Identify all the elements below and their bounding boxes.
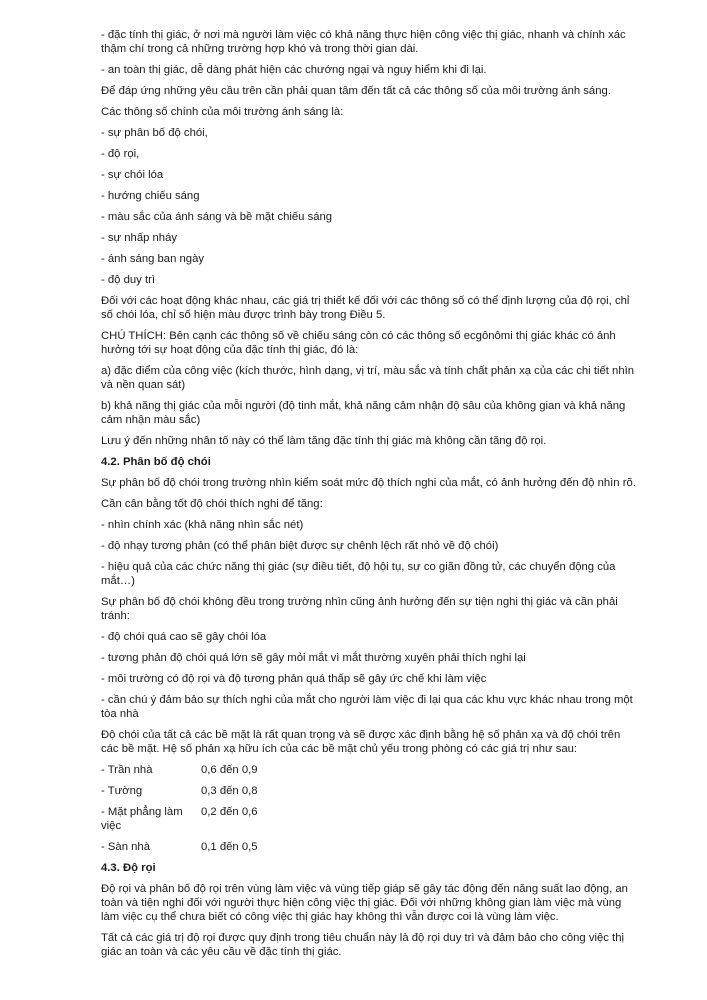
paragraph: Tất cả các giá trị độ rọi được quy định trong tiêu chuẩn này là độ rọi duy trì và đảm bảo cho công việc thị giác an toàn và các yêu cầu về đặc tính thị giác.: [101, 932, 624, 958]
paragraph: b) khả năng thị giác của mỗi người (độ tinh mắt, khả năng cảm nhận độ sâu của không gian và khả năng cảm nhận màu sắc): [101, 400, 626, 426]
list-item: - độ nhạy tương phản (có thể phân biệt được sự chênh lệch rất nhỏ về độ chói): [101, 540, 499, 552]
reflectance-value: 0,6 đến 0,9: [201, 764, 258, 776]
list-item: - độ duy trì: [101, 274, 155, 286]
surface-label: - Sàn nhà: [101, 841, 150, 853]
list-item: - hiệu quả của các chức năng thị giác (sự điều tiết, độ hội tụ, sự co giãn đồng tử, các chuyển động của mắt…): [101, 561, 616, 587]
paragraph: - đặc tính thị giác, ở nơi mà người làm việc có khả năng thực hiện công việc thị giác, nhanh và chính xác thậm chí trong cả những trường hợp khó và trong thời gian dài.: [101, 29, 626, 55]
list-item: - môi trường có độ rọi và độ tương phản quá thấp sẽ gây ức chế khi làm việc: [101, 673, 487, 685]
list-item: - độ chói quá cao sẽ gây chói lóa: [101, 631, 267, 643]
paragraph: Các thông số chính của môi trường ánh sáng là:: [101, 106, 344, 118]
reflectance-value: 0,1 đến 0,5: [201, 841, 258, 853]
paragraph: Đối với các hoạt động khác nhau, các giá trị thiết kế đối với các thông số có thể định lượng của độ rọi, chỉ số chói lóa, chỉ số hiện màu được trình bày trong Điều 5.: [101, 295, 630, 321]
section-heading: 4.2. Phân bố độ chói: [101, 456, 211, 468]
reflectance-value: 0,2 đến 0,6: [201, 806, 258, 818]
reflectance-value: 0,3 đến 0,8: [201, 785, 258, 797]
list-item: - tương phản độ chói quá lớn sẽ gây mỏi mắt vì mắt thường xuyên phải thích nghi lại: [101, 652, 526, 664]
paragraph: Sự phân bố độ chói không đều trong trường nhìn cũng ảnh hưởng đến sự tiện nghi thị giác và cần phải tránh:: [101, 596, 618, 622]
paragraph: - an toàn thị giác, dễ dàng phát hiện các chướng ngại và nguy hiểm khi đi lại.: [101, 64, 487, 76]
document-page: [101, 28, 637, 966]
table-row: [101, 840, 637, 854]
surface-label: - Tường: [101, 785, 143, 797]
list-item: - hướng chiếu sáng: [101, 190, 200, 202]
surface-label: - Trần nhà: [101, 764, 153, 776]
list-item: - độ rọi,: [101, 148, 140, 160]
paragraph: Để đáp ứng những yêu cầu trên cần phải quan tâm đến tất cả các thông số của môi trường ánh sáng.: [101, 85, 611, 97]
paragraph: Lưu ý đến những nhân tố này có thể làm tăng đặc tính thị giác mà không cần tăng độ rọi.: [101, 435, 547, 447]
table-row: [101, 784, 637, 798]
table-row: [101, 763, 637, 777]
list-item: - nhìn chính xác (khả năng nhìn sắc nét): [101, 519, 304, 531]
paragraph: Độ rọi và phân bố độ rọi trên vùng làm việc và vùng tiếp giáp sẽ gây tác động đến năng suất lao động, an toàn và tiện nghi đối với người thực hiện công việc thị giác. Đối với những không gian làm việc mà vùng làm việc cụ thể chưa biết có công việc thị giác hay không thì vẫn được coi là vùng làm việc.: [101, 883, 628, 923]
note-paragraph: CHÚ THÍCH: Bên cạnh các thông số về chiếu sáng còn có các thông số ecgônômi thị giác khác có ảnh hưởng tới sự hoạt động của đặc tính thị giác, đó là:: [101, 330, 616, 356]
list-item: - sự phân bố độ chói,: [101, 127, 208, 139]
surface-label: - Mặt phẳng làm việc: [101, 806, 183, 832]
list-item: - màu sắc của ánh sáng và bề mặt chiếu sáng: [101, 211, 333, 223]
list-item: - sự nhấp nháy: [101, 232, 178, 244]
list-item: - ánh sáng ban ngày: [101, 253, 205, 265]
list-item: - cần chú ý đảm bảo sự thích nghi của mắt cho người làm việc đi lại qua các khu vực khác nhau trong một tòa nhà: [101, 694, 633, 720]
section-heading: 4.3. Độ rọi: [101, 862, 156, 874]
table-row: [101, 805, 637, 833]
list-item: - sự chói lóa: [101, 169, 164, 181]
paragraph: a) đặc điểm của công việc (kích thước, hình dạng, vị trí, màu sắc và tính chất phản xạ của các chi tiết nhìn và nền quan sát): [101, 365, 635, 391]
paragraph: Sự phân bố độ chói trong trường nhìn kiểm soát mức độ thích nghi của mắt, có ảnh hưởng đến độ nhìn rõ.: [101, 477, 636, 489]
paragraph: Cần cân bằng tốt độ chói thích nghi để tăng:: [101, 498, 323, 510]
paragraph: Độ chói của tất cả các bề mặt là rất quan trọng và sẽ được xác định bằng hệ số phản xạ và độ chói trên các bề mặt. Hệ số phản xạ hữu ích của các bề mặt chủ yếu trong phòng có các giá trị như sau:: [101, 729, 621, 755]
